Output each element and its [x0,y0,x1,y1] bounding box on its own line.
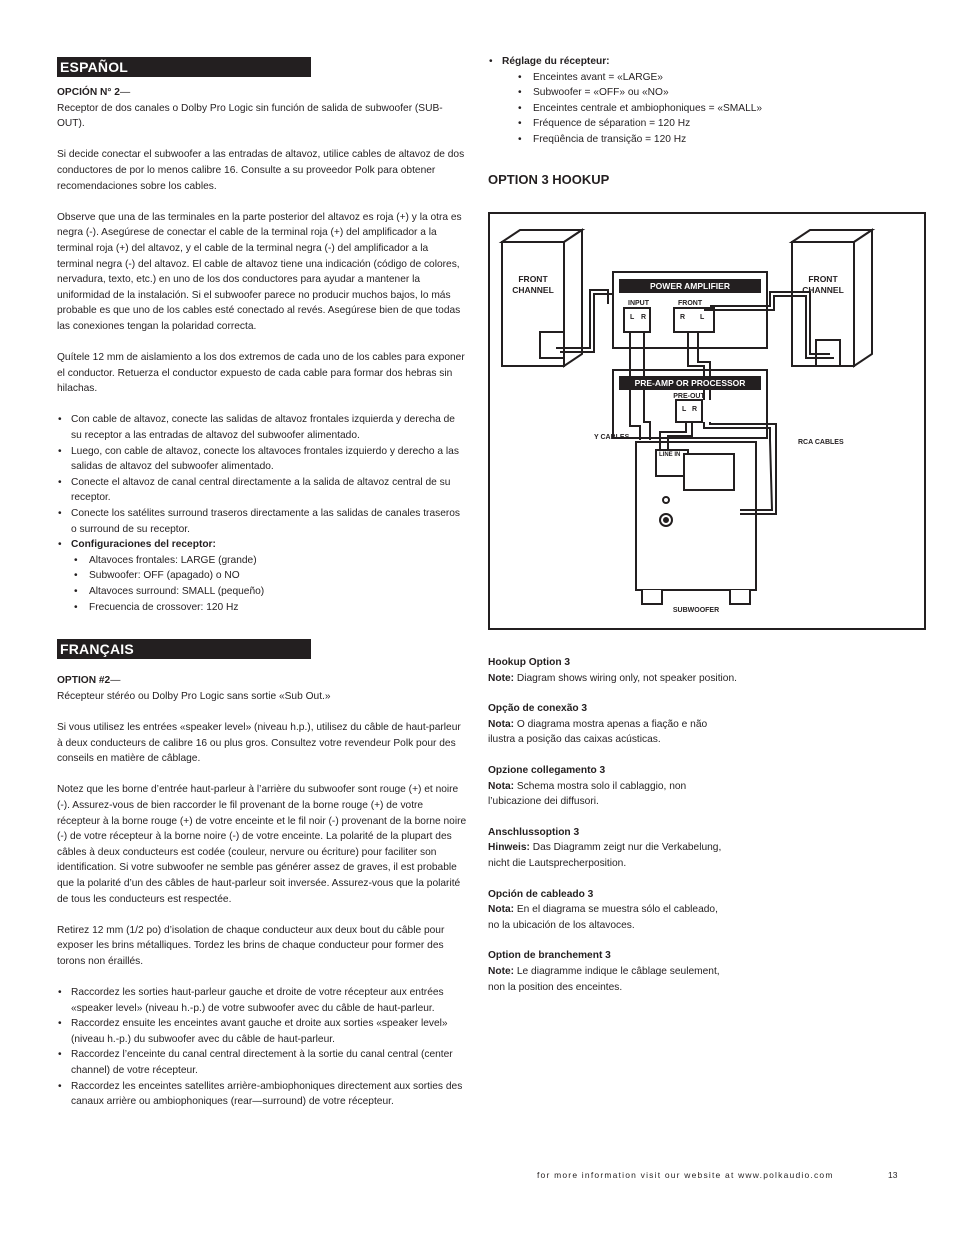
left-speaker-side [564,230,582,366]
note-label: Nota: [488,780,515,792]
francais-option-dash: — [110,675,121,687]
espanol-paragraph-4: Quítele 12 mm de aislamiento a los dos extremos de cada uno de los cables para exponer el conductor. Retuerza el conductor expuesto de cada cable para formar dos hebras sin hilachas. [57,352,465,395]
sub-speaker-level-panel [684,454,734,490]
list-item: • Subwoofer: OFF (apagado) o NO [74,568,467,584]
francais-paragraph-1: Récepteur stéréo ou Dolby Pro Logic sans sortie «Sub Out.» [57,690,331,702]
espanol-config-label: Configuraciones del receptor: [71,539,216,551]
note-title: Anschlussoption 3 [488,826,580,838]
note-title: Opzione collegamento 3 [488,764,606,776]
sub-led [663,497,669,503]
list-item: • Raccordez les sorties haut-parleur gauche et droite de votre récepteur aux entrées «speaker level» (niveau h.-p.) de votre subwoofer avec du câble de haut-parleur. [57,985,467,1016]
section-heading-espanol: ESPAÑOL [57,57,311,77]
left-column [57,0,467,1110]
note-text: Le diagramme indique le câblage seulement, non la position des enceintes. [488,965,720,993]
list-item: • Subwoofer = «OFF» ou «NO» [518,85,908,101]
note-label: Nota: [488,718,515,730]
note-label: Note: [488,672,515,684]
front-channel-right-line1: FRONT [808,274,838,284]
francais-paragraph-2: Si vous utilisez les entrées «speaker level» (niveau h.p.), utilisez du câble de haut-parleur à deux conducteurs de calibre 16 ou plus gros. Consultez votre revendeur Polk pour des conseils en matière de câblage. [57,721,461,765]
list-item: • Conecte los satélites surround traseros directamente a las salidas de canales traseros o surround de su receptor. [57,506,467,537]
francais-paragraph-4: Retirez 12 mm (1/2 po) d’isolation de chaque conducteur aux deux bout du câble pour exposer les brins métalliques. Tordez les brins de chaque conducteur pour former des torons non éraillés. [57,924,445,967]
note-block [488,763,688,810]
option3-heading: OPTION 3 HOOKUP [488,171,610,187]
amp-input-r: R [641,314,647,321]
reglage-list [488,54,908,148]
list-item [488,54,908,148]
note-text: Schema mostra solo il cablaggio, non l’ubicazione dei diffusori. [488,780,687,808]
list-item: • Raccordez l’enceinte du canal central directement à la sortie du canal central (center channel) de votre récepteur. [57,1047,467,1078]
preout-label: PRE-OUT [673,393,705,400]
hookup-diagram [488,212,926,630]
note-text: Das Diagramm zeigt nur die Verkabelung, nicht die Lautsprecherposition. [488,842,722,869]
preamp-preout-jacks [676,400,702,422]
hookup-diagram-svg [490,214,924,628]
list-item: • Enceintes centrale et ambiophoniques = «SMALL» [518,101,908,117]
reglage-label: Réglage du récepteur: [502,56,610,67]
francais-option-label: OPTION #2 [57,675,111,687]
note-text: Diagram shows wiring only, not speaker position. [516,672,737,684]
amp-input-jacks [624,308,650,332]
note-text: O diagrama mostra apenas a fiação e não ilustra a posição das caixas acústicas. [488,718,708,746]
amp-front-l: L [700,314,705,321]
espanol-option-dash: — [119,87,131,98]
francais-paragraph-3: Notez que les borne d’entrée haut-parleur à l’arrière du subwoofer sont rouge (+) et noire (-). Assurez-vous de bien raccorder le fil provenant de la borne rouge (+) de votre récepteur à la borne rouge (+) de votre enceinte et le fil noir (-) provenant de la borne noire (-) de votre récepteur à la borne noire (-) de votre enceinte. La polarité de la plupart des câbles à deux conducteurs est codée (couleur, nervure ou écriture) pour faciliter son identification. Si votre subwoofer ne semble pas générer assez de graves, il est probable que la polarité d’un des câbles de haut-parleur soit inversée. Assurez-vous que la polarité de tous les conducteurs est respectée. [57,784,467,905]
rca-cables-label: RCA CABLES [798,439,844,446]
espanol-bullet-list [57,412,467,615]
francais-bullet-list [57,985,467,1110]
list-item: • Raccordez ensuite les enceintes avant gauche et droite aux sorties «speaker level» (niveau h.-p.) du subwoofer avec du câble de haut-parleur. [57,1016,467,1047]
amp-front-label: FRONT [678,300,703,307]
notes-column [488,655,908,995]
front-channel-left-line2: CHANNEL [512,285,554,295]
list-item: • Frecuencia de crossover: 120 Hz [74,600,467,616]
preout-l: L [682,406,687,413]
amp-input-l: L [630,314,635,321]
y-cables-label: Y CABLES [594,434,630,441]
note-block [488,655,908,686]
note-block [488,701,718,748]
note-block [488,948,733,995]
note-block [488,887,728,934]
note-title: Hookup Option 3 [488,657,571,668]
left-speaker-terminal [540,332,564,358]
note-title: Opção de conexão 3 [488,703,588,715]
espanol-paragraph-1: Receptor de dos canales o Dolby Pro Logic sin función de salida de subwoofer (SUB-OUT). [57,102,443,130]
list-item: • Altavoces surround: SMALL (pequeño) [74,584,467,600]
note-label: Note: [488,965,515,977]
front-channel-right-line2: CHANNEL [802,285,844,295]
footer-website-text: for more information visit our website at www.polkaudio.com [537,1170,834,1180]
list-item: • Con cable de altavoz, conecte las salidas de altavoz frontales izquierda y derecha de su receptor a las entradas de altavoz del subwoofer alimentado. [57,412,467,443]
right-speaker-side [854,230,872,366]
sub-power-switch-center [664,518,668,522]
right-column [488,0,908,187]
espanol-paragraph-2: Si decide conectar el subwoofer a las entradas de altavoz, utilice cables de altavoz de dos conductores de por lo menos calibre 16. Consulte a su proveedor Polk para obtener recomendaciones sobre los cables. [57,149,465,192]
list-item: • Freqüência de transição = 120 Hz [518,132,908,148]
front-channel-left-line1: FRONT [518,274,548,284]
espanol-paragraph-3: Observe que una de las terminales en la parte posterior del altavoz es roja (+) y la otra es negra (-). Asegúrese de conectar el cable de la terminal roja (+) del amplificador a la terminal roja (+) del altavoz, y el cable de la terminal negra (-) del amplificador a la terminal negra (-) del altavoz. El cable de altavoz tiene una indicación (código de colores, nervadura, texto, etc.) en uno de los dos conductores para ayudar a mantener la uniformidad de la instalación. Si el subwoofer parece no producir muchos bajos, lo más probable es que uno de los cables esté conectado al revés. Asegúrese bien de que todas las conexiones tengan la polaridad correcta. [57,211,462,332]
list-item: • Raccordez les enceintes satellites arrière-ambiophoniques directement aux sorties des canaux arrière ou ambiophoniques (rear—surround) de votre récepteur. [57,1079,467,1110]
note-title: Option de branchement 3 [488,950,611,962]
list-item [57,537,467,615]
line-in-label: LINE IN [659,452,681,458]
note-text: En el diagrama se muestra sólo el cableado, no la ubicación de los altavoces. [488,904,718,931]
subwoofer-label: SUBWOOFER [672,607,720,614]
note-title: Opción de cableado 3 [488,888,594,900]
list-item: • Enceintes avant = «LARGE» [518,70,908,86]
power-amplifier-label: POWER AMPLIFIER [650,281,730,291]
espanol-config-list [71,553,467,615]
subwoofer-feet [642,590,750,604]
list-item: • Fréquence de séparation = 120 Hz [518,116,908,132]
espanol-option-label: OPCIÓN N° 2 [57,87,120,98]
note-label: Hinweis: [488,842,530,854]
preamp-label: PRE-AMP OR PROCESSOR [634,378,746,388]
list-item: • Conecte el altavoz de canal central directamente a la salida de altavoz central de su receptor. [57,475,467,506]
section-heading-francais: FRANÇAIS [57,639,311,659]
list-item: • Altavoces frontales: LARGE (grande) [74,553,467,569]
reglage-items [502,70,908,148]
preout-r: R [692,406,698,413]
amp-input-label: INPUT [628,300,649,307]
note-block [488,825,733,872]
list-item: • Luego, con cable de altavoz, conecte los altavoces frontales izquierdo y derecho a las salidas de altavoz del subwoofer alimentado. [57,444,467,475]
page-number: 13 [888,1170,898,1180]
amp-front-r: R [680,314,686,321]
note-label: Nota: [488,904,515,916]
